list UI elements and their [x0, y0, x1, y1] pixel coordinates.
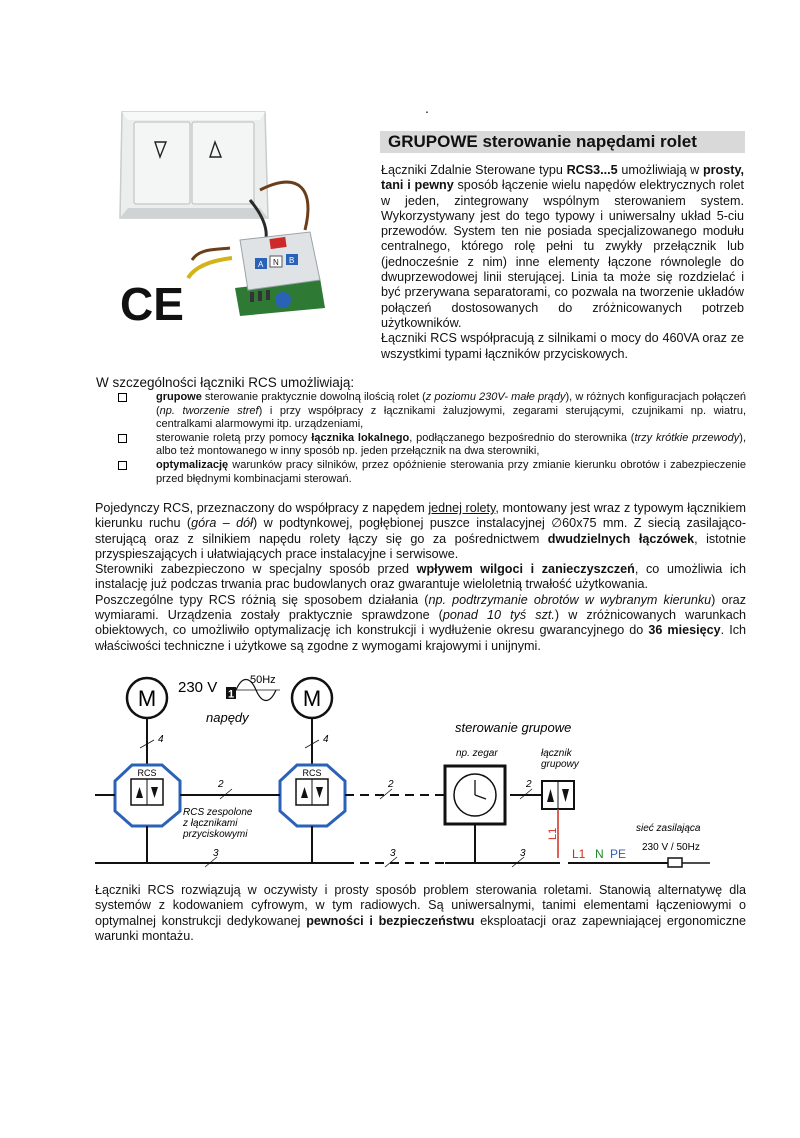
rcs-note-line-1: RCS zespolone: [183, 807, 253, 818]
module-label-n: N: [273, 258, 279, 267]
body-paragraph-1: Pojedynczy RCS, przeznaczony do współpracy z napędem jednej rolety, montowany jest wraz z typowym łącznikiem kierunku ruchu (góra – dół) w podtynkowej, pogłębionej puszce instalacyjnej ∅60x75 mm. Z siecią zasilająco-sterującą oraz z silnikiem napędu rolety łączy się go za pośrednictwem dwudzielnych łączówek, istotnie przyspieszających i ułatwiających prace instalacyjne i serwisowe.: [95, 501, 747, 561]
l1-vertical-label: L1: [547, 827, 559, 840]
phase-label: 1: [227, 688, 235, 701]
rcs-note-line-2: z łącznikami: [183, 818, 238, 829]
wire-count-supply-1: 3: [213, 848, 219, 859]
rcs-unit-1-label: RCS: [137, 768, 157, 778]
list-item: grupowe sterowanie praktycznie dowolną ilością rolet (z poziomu 230V- małe prądy), w różnych konfiguracjach połączeń (np. tworzenie stref) i przy współpracy z łącznikami żaluzjowymi, zegarami sterującymi, czujnikami np. wiatru, centralkami alarmowymi itp. urządzeniami,: [118, 391, 746, 432]
body-paragraph-3: Poszczególne typy RCS różnią się sposobem działania (np. podtrzymanie obrotów w wybranym kierunku) oraz wymiarami. Urządzenia zostały praktycznie sprawdzone (ponad 10 tyś szt.) w zróżnicowanych warunkach obiektowych, co umożliwiło optymalizację ich konstrukcji i wydłużenie okresu gwarancyjnego do 36 miesięcy. Ich właściwości techniczne i użytkowe są zgodne z wymogami krajowymi i unijnymi.: [95, 592, 746, 653]
wire-count-supply-2: 3: [390, 848, 396, 859]
wiring-diagram: [90, 668, 750, 873]
mains-label: sieć zasilająca: [636, 823, 701, 834]
wire-count-control-3: 2: [526, 779, 532, 790]
fuse-icon: [668, 858, 682, 867]
list-item: optymalizację warunków pracy silników, przez opóźnienie sterowania przy zmianie kierunku obrotów i zabezpieczenie przed błędnymi kombinacjami sterowań.: [118, 459, 746, 486]
wire-count-motor-1: 4: [158, 734, 164, 745]
motor-2-label: M: [302, 686, 322, 711]
frequency-label: 50Hz: [250, 674, 276, 686]
page-title: GRUPOWE sterowanie napędami rolet: [380, 131, 745, 153]
rcs-unit-2-label: RCS: [302, 768, 322, 778]
l1-label: L1: [572, 847, 586, 861]
features-heading: W szczególności łączniki RCS umożliwiają:: [96, 375, 355, 390]
motor-1-label: M: [137, 686, 157, 711]
group-switch-label-2: grupowy: [541, 759, 579, 770]
rcs-note-line-3: przyciskowymi: [183, 829, 248, 840]
checkbox-bullet-icon: [118, 461, 127, 470]
intro-text: [381, 163, 744, 362]
body-text: [95, 501, 746, 654]
module-label-b: B: [289, 256, 295, 265]
switch-rocker-up: [192, 122, 254, 204]
checkbox-bullet-icon: [118, 434, 127, 443]
body-paragraph-2: Sterowniki zabezpieczono w specjalny sposób przed wpływem wilgoci i zanieczyszczeń, co umożliwia ich instalację już podczas trwania prac budowlanych oraz gwarantuje wieloletnią trwałość użytkowania.: [95, 562, 746, 592]
pe-label: PE: [610, 847, 627, 861]
switch-rocker-down: [134, 122, 190, 204]
checkbox-bullet-icon: [118, 393, 127, 402]
features-list: [118, 391, 746, 486]
wire-count-motor-2: 4: [323, 734, 329, 745]
list-item: sterowanie roletą przy pomocy łącznika lokalnego, podłączanego bezpośrednio do sterownika (trzy krótkie przewody), albo też montowanego w inny sposób np. jeden przełącznik na dwa sterowniki,: [118, 432, 746, 459]
mains-value: 230 V / 50Hz: [642, 842, 700, 853]
intro-paragraph-2: Łączniki RCS współpracują z silnikami o mocy do 460VA oraz ze wszystkimi typami łączników przyciskowych.: [381, 331, 744, 361]
product-photo: [100, 100, 375, 340]
module-label-a: A: [258, 260, 264, 269]
wire-count-supply-3: 3: [520, 848, 526, 859]
drives-label: napędy: [206, 710, 249, 725]
stray-dot: .: [425, 100, 429, 116]
ce-mark: CE: [120, 278, 184, 330]
clock-label: np. zegar: [456, 748, 498, 759]
intro-paragraph-1: Łączniki Zdalnie Sterowane typu RCS3...5 umożliwiają w prosty, tani i pewny sposób łączenie wielu napędów elektrycznych rolet w jeden, zintegrowany wspólnym sterowaniem system. Wykorzystywany jest do tego typowy i uniwersalny układ 5-ciu przewodów. System ten nie posiada specjalizowanego modułu centralnego, którego rolę pełni tu zwykły przełącznik lub (jednocześnie z nim) inne elementy łączone równolegle do dwuprzewodowej linii sterującej. Linia ta może się rozdzielać i być przerywana separatorami, co pozwala na tworzenie układów połączeń dostosowanych do zróżnicowanych potrzeb użytkowników.: [381, 163, 745, 330]
group-control-title: sterowanie grupowe: [455, 720, 572, 735]
footer-paragraph: Łączniki RCS rozwiązują w oczywisty i prosty sposób problem sterowania roletami. Stanowią alternatywę dla systemów z kodowaniem cyfrowym, w tym radiowych. Są uniwersalnymi, tanimi elementami łączeniowymi o optymalnej konstrukcji dedykowanej pewności i bezpieczeństwu eksploatacji oraz zapewniającej ergonomiczne warunki montażu.: [95, 883, 747, 943]
wire-count-control-1: 2: [218, 779, 224, 790]
footer-text: [95, 883, 746, 944]
n-label: N: [595, 847, 604, 861]
voltage-label: 230 V: [178, 679, 218, 696]
wire-yellow: [188, 258, 232, 278]
group-switch-label-1: łącznik: [541, 748, 572, 759]
wire-count-control-2: 2: [388, 779, 394, 790]
